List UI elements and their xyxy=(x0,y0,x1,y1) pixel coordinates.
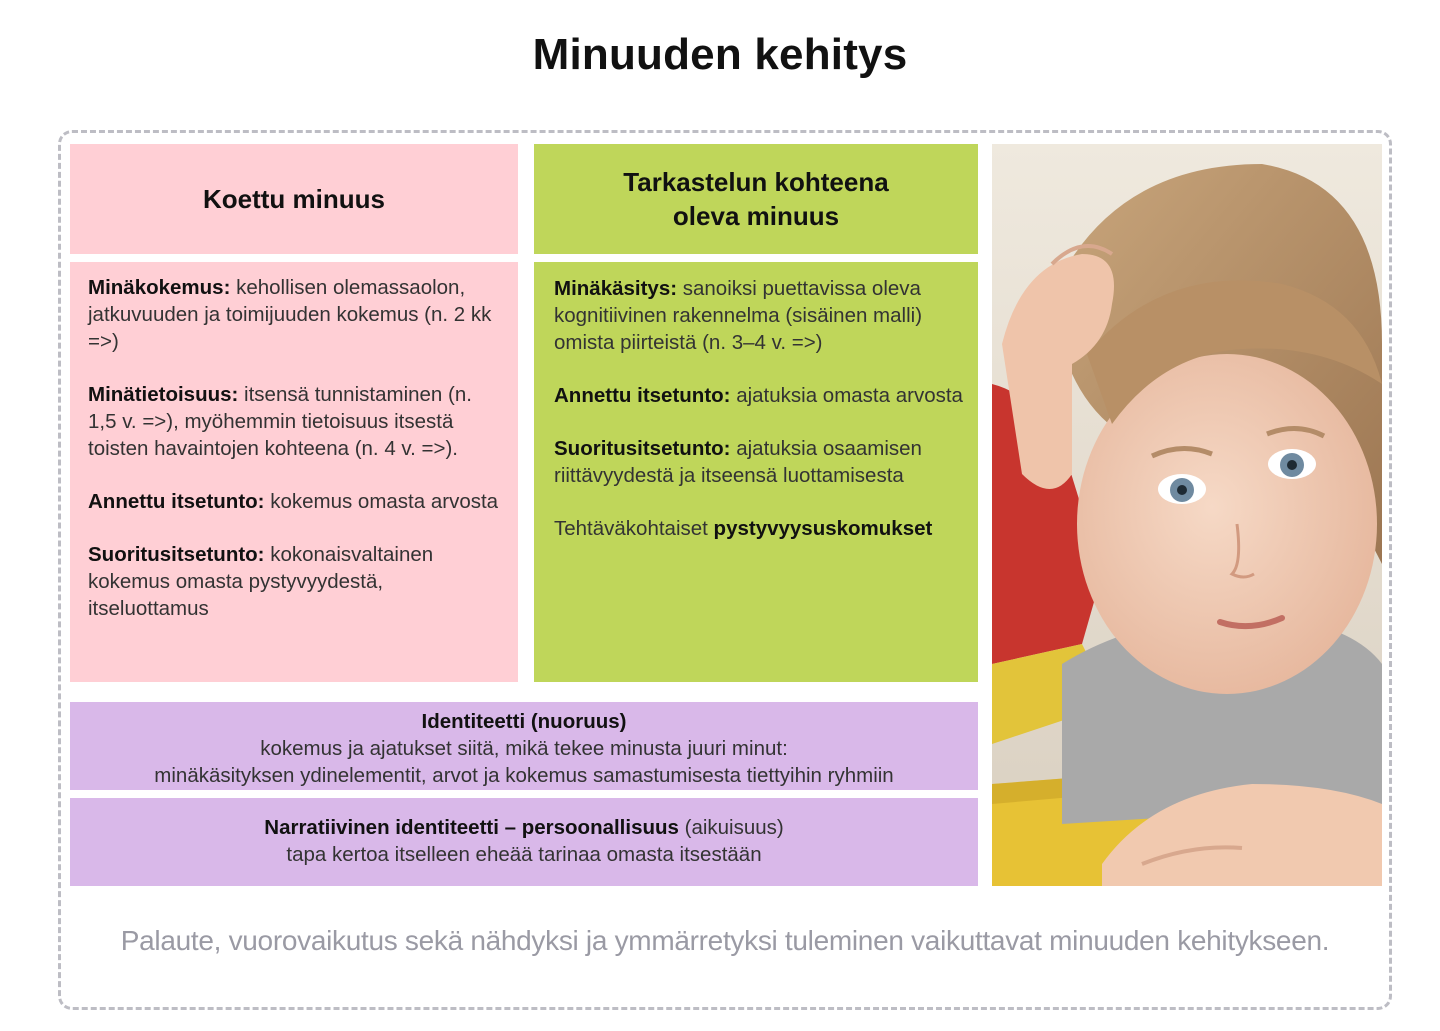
koettu-minuus-title: Koettu minuus xyxy=(203,184,385,214)
identiteetti-line2: minäkäsityksen ydinelementit, arvot ja kokemus samastumisesta tiettyihin ryhmiin xyxy=(154,764,894,787)
page-title: Minuuden kehitys xyxy=(532,30,908,79)
narratiivinen-title: Narratiivinen identiteetti – persoonallisuus (aikuisuus) xyxy=(264,816,784,839)
annettu-itsetunto-item: Annettu itsetunto: kokemus omasta arvosta xyxy=(88,490,499,513)
narratiivinen-identiteetti-box xyxy=(70,798,978,886)
suoritusitsetunto-item: Suoritusitsetunto: kokonaisvaltainen kokemus omasta pystyvyydestä, itseluottamus xyxy=(88,543,434,620)
suoritusitsetunto-item-2: Suoritusitsetunto: ajatuksia osaamisen riittävyydestä ja itseensä luottamisesta xyxy=(554,437,922,487)
identiteetti-box xyxy=(70,702,978,790)
minakokemus-item: Minäkokemus: kehollisen olemassaolon, jatkuvuuden ja toimijuuden kokemus (n. 2 kk =>) xyxy=(88,276,492,353)
tarkastelun-minuus-header xyxy=(534,144,978,254)
tarkastelun-minuus-title-line2: oleva minuus xyxy=(672,201,840,231)
tarkastelun-minuus-body xyxy=(534,262,978,682)
child-photo xyxy=(992,144,1382,886)
footer-note: Palaute, vuorovaikutus sekä nähdyksi ja ymmärretyksi tuleminen vaikuttavat minuuden kehitykseen. xyxy=(120,925,1330,956)
identiteetti-line1: kokemus ja ajatukset siitä, mikä tekee minusta juuri minut: xyxy=(260,737,788,760)
identiteetti-title: Identiteetti (nuoruus) xyxy=(421,710,627,733)
minakasitys-item: Minäkäsitys: sanoiksi puettavissa oleva kognitiivinen rakennelma (sisäinen malli) omista piirteistä (n. 3–4 v. =>) xyxy=(554,277,923,354)
pystyvyysuskomukset-item: Tehtäväkohtaiset pystyvyysuskomukset xyxy=(554,517,933,540)
minatietoisuus-item: Minätietoisuus: itsensä tunnistaminen (n. 1,5 v. =>), myöhemmin tietoisuus itsestä toisten havaintojen kohteena (n. 4 v. =>). xyxy=(88,383,472,460)
koettu-minuus-body xyxy=(70,262,518,682)
tarkastelun-minuus-title-line1: Tarkastelun kohteena xyxy=(623,167,889,197)
annettu-itsetunto-item-2: Annettu itsetunto: ajatuksia omasta arvosta xyxy=(554,384,963,407)
narratiivinen-line1: tapa kertoa itselleen eheää tarinaa omasta itsestään xyxy=(286,843,762,866)
koettu-minuus-header xyxy=(70,144,518,254)
